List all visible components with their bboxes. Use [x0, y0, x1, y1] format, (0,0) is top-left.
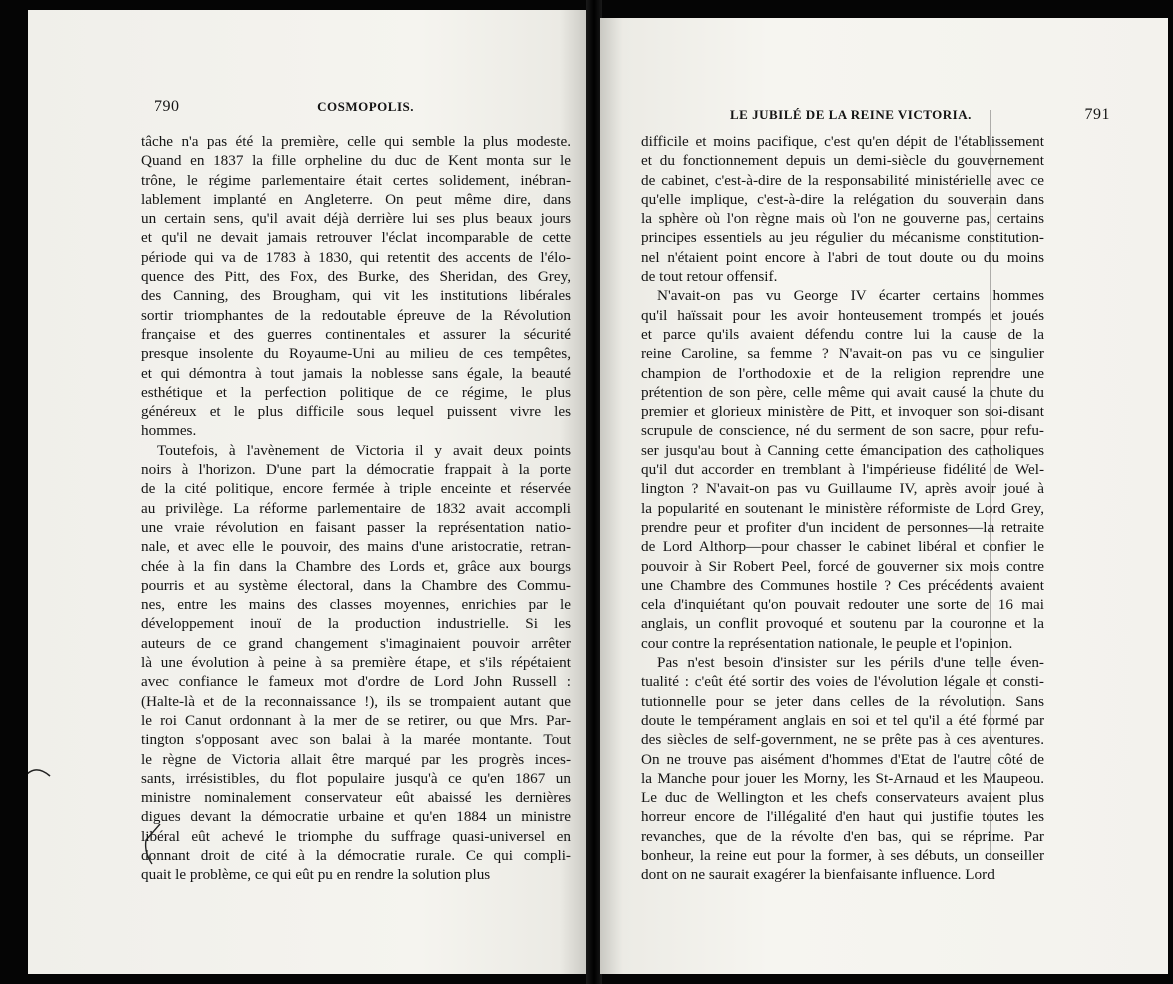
text-line: nel n'étaient point encore à l'abri de tout doute ou du moins: [641, 248, 1044, 266]
text-line: avec confiance le fameux mot d'ordre de Lord John Russell :: [141, 673, 571, 691]
text-line: des siècles de self-government, ne se prête pas à ces aventures.: [641, 731, 1044, 749]
text-line: Quand en 1837 la fille orpheline du duc de Kent monta sur le: [141, 152, 571, 170]
text-line: une Chambre des Communes hostile ? Ces précédents avaient: [641, 576, 1044, 594]
text-line: la popularité en soutenant le ministère réformiste de Lord Grey,: [641, 499, 1044, 517]
text-line: (Halte-là et de la reconnaissance !), ils se trompaient autant que: [141, 692, 571, 710]
text-line: anglais, un conflit provoqué et soutenu par la couronne et la: [641, 615, 1044, 633]
text-line: dont on ne saurait exagérer la bienfaisante influence. Lord: [641, 866, 995, 884]
right-running-head: LE JUBILÉ DE LA REINE VICTORIA.: [730, 107, 972, 122]
text-line: là une évolution à peine à sa première étape, et s'ils répétaient: [141, 654, 571, 672]
text-line: bonheur, la reine eut pour la former, à ses débuts, un conseiller: [641, 846, 1044, 864]
text-line: libéral eût achevé le triomphe du suffrage quasi-universel en: [141, 827, 571, 845]
left-page: [28, 10, 588, 974]
left-page-body: [141, 132, 571, 885]
text-line: hommes.: [141, 422, 197, 440]
pencil-tick-icon: [138, 818, 168, 868]
text-line: et du fonctionnement depuis un demi-siècle du gouvernement: [641, 152, 1044, 170]
text-line: horreur encore de l'illégalité d'en haut qui justifie toutes les: [641, 808, 1044, 826]
text-line: trône, le régime parlementaire était certes solidement, inébran-: [141, 171, 571, 189]
left-page-header: [154, 98, 414, 116]
text-line: principes essentiels au jeu régulier du mécanisme constitution-: [641, 229, 1044, 247]
text-line: et qui démontra à tout jamais la noblesse sans égale, la beauté: [141, 364, 571, 382]
text-line: doute le tempérament anglais en soi et tel qu'il a été formé par: [641, 711, 1044, 729]
text-line: tualité : c'eût été sortir des voies de l'évolution légale et consti-: [641, 673, 1044, 691]
text-line: prendre peur et profiter d'un incident de personnes—la retraite: [641, 518, 1044, 536]
text-line: et parce qu'ils avaient défendu contre lui la cause de la: [641, 325, 1044, 343]
text-line: qu'il dut accorder en tremblant à l'impérieuse fidélité de Wel-: [641, 461, 1044, 479]
left-running-head: COSMOPOLIS.: [317, 99, 414, 114]
text-line: tâche n'a pas été la première, celle qui semble la plus modeste.: [141, 133, 571, 150]
text-line: ministre nominalement conservateur eût abaissé les dernières: [141, 789, 571, 807]
text-line: développement inouï de la production industrielle. Si les: [141, 615, 571, 633]
text-line: lington ? N'avait-on pas vu Guillaume IV, après avoir joué à: [641, 480, 1044, 498]
text-line: nale, et avec elle le pouvoir, des mains d'une aristocratie, retran-: [141, 538, 571, 556]
text-line: Toutefois, à l'avènement de Victoria il y avait deux points: [157, 441, 571, 459]
text-line: qu'elle implique, c'est-à-dire la relégation du souverain dans: [641, 190, 1044, 208]
text-line: reine Caroline, sa femme ? N'avait-on pas vu ce singulier: [641, 345, 1044, 363]
text-line: tington s'opposant avec son balai à la marée montante. Tout: [141, 731, 571, 749]
text-line: le règne de Victoria allait être marqué par les progrès inces-: [141, 750, 571, 768]
text-line: au privilège. La réforme parlementaire de 1832 avait accompli: [141, 499, 571, 517]
text-line: un certain sens, qu'il avait déjà derrière lui ses plus beaux jours: [141, 210, 571, 228]
text-line: sortir triomphantes de la redoutable épreuve de la Révolution: [141, 306, 571, 324]
text-line: champion de l'orthodoxie et de la religion reprendre une: [641, 364, 1044, 382]
text-line: pourris et au système électoral, dans la Chambre des Commu-: [141, 576, 571, 594]
text-line: généreux et le plus difficile sous lequel puissent vivre les: [141, 403, 571, 421]
text-line: Pas n'est besoin d'insister sur les périls d'une telle éven-: [657, 654, 1044, 672]
pencil-mark-icon: [28, 750, 60, 790]
text-line: chée à la fin dans la Chambre des Lords et, grâce aux bourgs: [141, 557, 571, 575]
text-line: difficile et moins pacifique, c'est qu'en dépit de l'établissement: [641, 133, 1044, 150]
text-line: le roi Canut ordonnant à la mer de se retirer, ou que Mrs. Par-: [141, 711, 571, 729]
right-page-header: [730, 106, 1110, 124]
right-page-body: [641, 132, 1044, 885]
text-line: sants, irrésistibles, du flot populaire jusqu'à ce qu'en 1867 un: [141, 769, 571, 787]
text-line: quait le problème, ce qui eût pu en rendre la solution plus: [141, 866, 491, 884]
text-line: scrupule de conscience, né du serment de son sacre, pour refu-: [641, 422, 1044, 440]
text-line: la sphère où l'on règne mais où l'on ne gouverne pas, certains: [641, 210, 1044, 228]
text-line: lablement implanté en Angleterre. On peut même dire, dans: [141, 190, 571, 208]
text-line: quence des Pitt, des Fox, des Burke, des Sheridan, des Grey,: [141, 268, 571, 286]
page-crease-line: [990, 110, 991, 860]
text-line: de tout retour offensif.: [641, 268, 778, 286]
right-page: [600, 18, 1168, 974]
text-line: prétention de son père, celle même qui avait causé la chute du: [641, 383, 1044, 401]
text-line: auteurs de ce grand changement s'imaginaient pouvoir arrêter: [141, 634, 571, 652]
text-line: période qui va de 1783 à 1830, qui retentit des accents de l'élo-: [141, 248, 571, 266]
text-line: On ne trouve pas aisément d'hommes d'Etat de l'autre côté de: [641, 750, 1044, 768]
text-line: revanches, que de la révolte d'en bas, qui se réprime. Par: [641, 827, 1044, 845]
text-line: de la cité politique, encore fermée à triple enceinte et réservée: [141, 480, 571, 498]
text-line: de Lord Althorp—pour chasser le cabinet libéral et confier le: [641, 538, 1044, 556]
text-line: N'avait-on pas vu George IV écarter certains hommes: [657, 287, 1044, 305]
right-page-number: 791: [1084, 106, 1110, 123]
text-line: donnant droit de cité à la démocratie rurale. Ce qui compli-: [141, 846, 571, 864]
text-line: Le duc de Wellington et les chefs conservateurs avaient plus: [641, 789, 1044, 807]
text-line: premier et glorieux ministère de Pitt, et invoquer son soi-disant: [641, 403, 1044, 421]
text-line: de cabinet, c'est-à-dire de la responsabilité ministérielle avec ce: [641, 171, 1044, 189]
text-line: ser jusqu'au bout à Canning cette émancipation des catholiques: [641, 441, 1044, 459]
text-line: cour contre la représentation nationale, le peuple et l'opinion.: [641, 634, 1013, 652]
text-line: tutionnelle pour se jeter dans celles de la révolution. Sans: [641, 692, 1044, 710]
text-line: française et des guerres continentales et assurer la sécurité: [141, 325, 571, 343]
text-line: presque insolente du Royaume-Uni au milieu de ces tempêtes,: [141, 345, 571, 363]
text-line: digues devant la démocratie urbaine et qu'en 1884 un ministre: [141, 808, 571, 826]
text-line: noirs à l'horizon. D'une part la démocratie frappait à la porte: [141, 461, 571, 479]
text-line: pouvoir à Sir Robert Peel, forcé de gouverner six mois contre: [641, 557, 1044, 575]
text-line: la Manche pour jouer les Morny, les St-Arnaud et les Maupeou.: [641, 769, 1044, 787]
left-page-number: 790: [154, 98, 180, 115]
text-line: cela d'inquiétant qu'on pouvait redouter une sorte de 16 mai: [641, 596, 1044, 614]
text-line: une vraie révolution en faisant passer la représentation natio-: [141, 518, 571, 536]
text-line: nes, entre les mains des classes moyennes, enrichies par le: [141, 596, 571, 614]
text-line: qu'il haïssait pour les avoir honteusement trompés et joués: [641, 306, 1044, 324]
text-line: esthétique et la perfection politique de ce régime, le plus: [141, 383, 571, 401]
text-line: et qu'il ne devait jamais retrouver l'éclat incomparable de cette: [141, 229, 571, 247]
text-line: des Canning, des Brougham, qui vit les institutions libérales: [141, 287, 571, 305]
